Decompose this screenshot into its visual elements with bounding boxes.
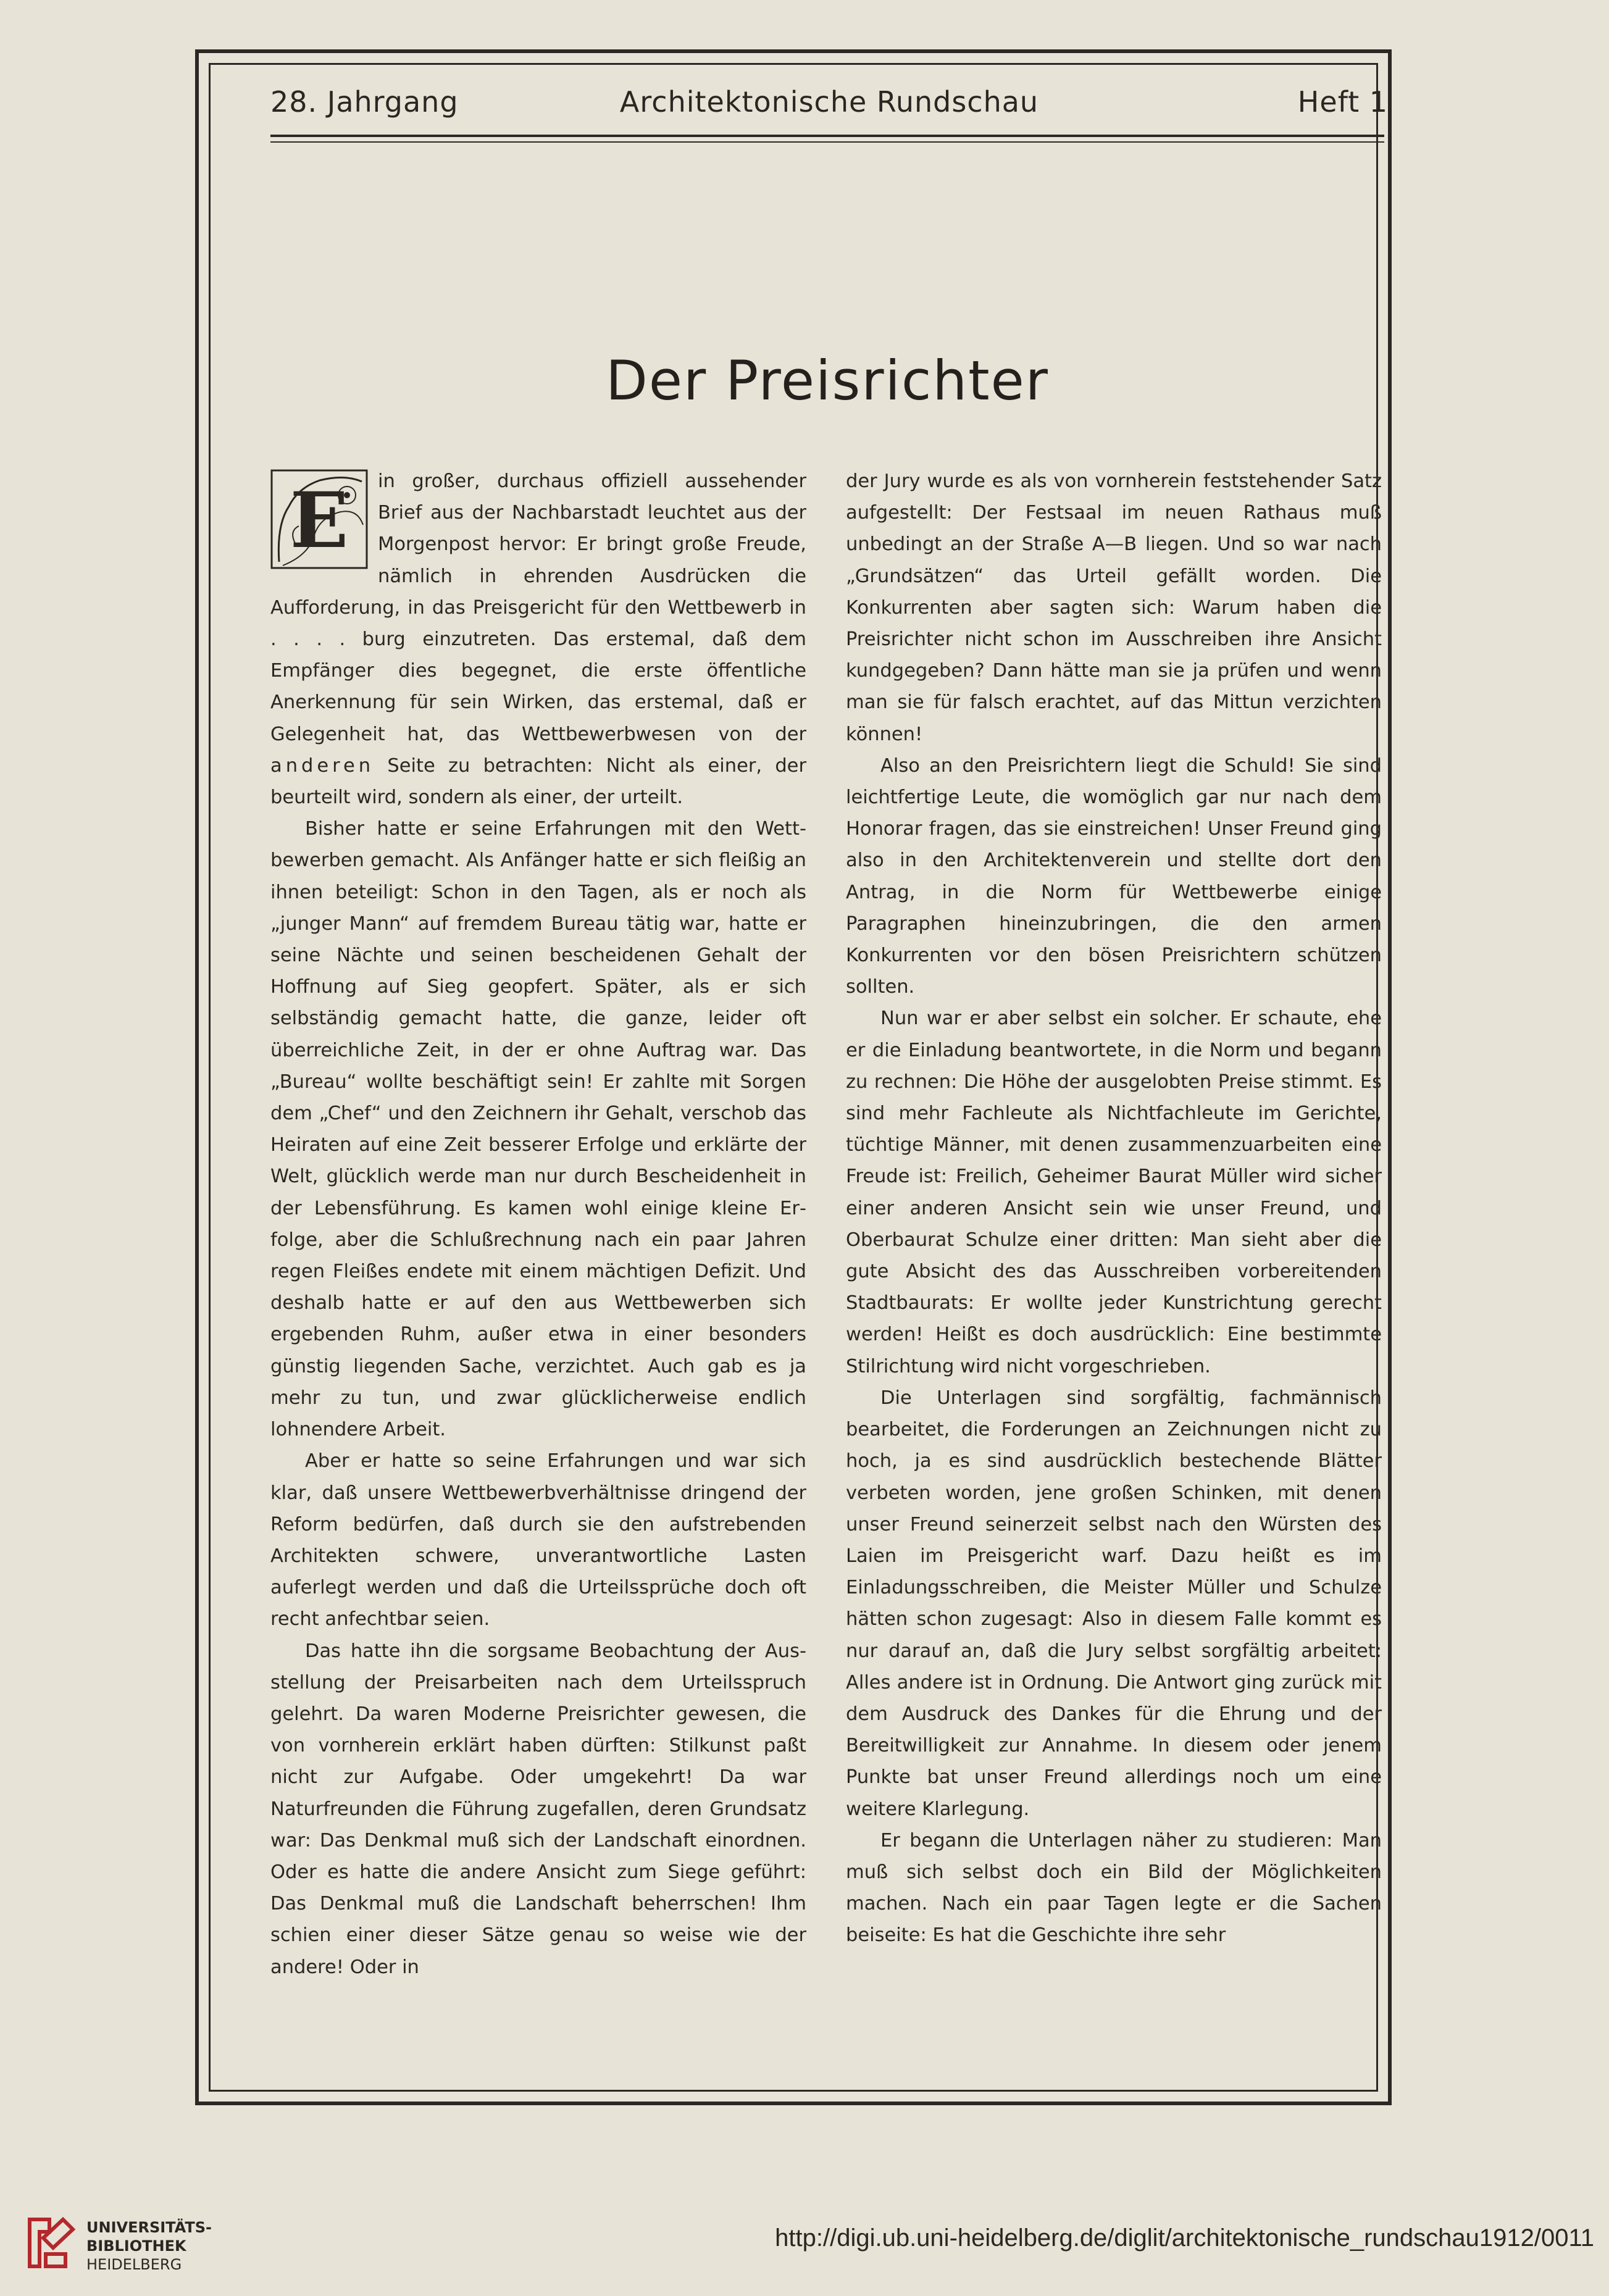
library-name-line: BIBLIOTHEK	[86, 2237, 186, 2255]
paragraph	[270, 465, 806, 813]
library-name-line: HEIDELBERG	[86, 2256, 182, 2273]
ornamental-initial-icon	[270, 469, 368, 569]
paragraph-text: Seite zu betrachten: Nicht als einer, der beurteilt wird, sondern als einer, der urteilt.	[270, 754, 806, 809]
paragraph: Das hatte ihn die sorgsame Beobachtung der Ausstellung der Preisarbeiten nach dem Urteilsspruch gelehrt. Da waren Moderne Preisrichter gewesen, die von vornherein erklärt haben dürften: Stilkunst paßt nicht zur Aufgabe. Oder umgekehrt! Da war Naturfreunden die Führung zugefallen, deren Grundsatz war: Das Denkmal muß sich der Landschaft einordnen. Oder es hatte die andere Ansicht zum Siege geführt: Das Denkmal muß die Landschaft beherrschen! Ihm schien einer dieser Sätze genau so weise wie der andere! Oder in	[270, 1640, 806, 1978]
paragraph-text: in großer, durchaus offiziell aussehender Brief aus der Nachbarstadt leuchtet aus der Morgenpost hervor: Er bringt große Freude, nämlich in ehrenden Ausdrücken die Aufforderung, in das Preisgericht für den Wettbewerb in . . . . burg einzutreten. Das erstemal, daß dem Empfänger dies begegnet, die erste öffentliche Anerkennung für sein Wirken, das erstemal, daß er Gelegenheit hat, das Wettbewerbwesen von der	[270, 470, 806, 745]
text-column-left	[270, 465, 806, 1983]
source-url[interactable]: http://digi.ub.uni-heidelberg.de/diglit/architektonische_rundschau1912/0011	[775, 2224, 1594, 2252]
paragraph: Nun war er aber selbst ein solcher. Er schaute, ehe er die Einladung beantwortete, in die Norm und begann zu rechnen: Die Höhe der ausgelobten Preise stimmt. Es sind mehr Fachleute als Nichtfachleute im Gerichte, tüchtige Männer, mit denen zusammenzuarbeiten eine Freude ist: Freilich, Geheimer Baurat Müller wird sicher einer anderen Ansicht sein wie unser Freund, und Oberbaurat Schulze einer dritten: Man sieht aber die gute Absicht des das Ausschreiben vorbereitenden Stadtbaurats: Er wollte jeder Kunstrichtung gerecht werden! Heißt es doch ausdrücklich: Eine bestimmte Stilrichtung wird nicht vorgeschrieben.	[846, 1008, 1382, 1377]
paragraph: Er begann die Unterlagen näher zu studieren: Man muß sich selbst doch ein Bild der Möglichkeiten machen. Nach ein paar Tagen legte er die Sachen beiseite: Es hat die Geschichte ihre sehr	[846, 1829, 1382, 1947]
paragraph: Die Unterlagen sind sorgfältig, fachmännisch bearbeitet, die Forderungen an Zeichnungen nicht zu hoch, ja es sind ausdrücklich bestechende Blätter verbeten worden, jene großen Schinken, mit denen unser Freund seinerzeit selbst nach den Würsten des Laien im Preisgericht warf. Dazu heißt es im Einladungsschreiben, die Meister Müller und Schulze hätten schon zugesagt: Also in diesem Falle kommt es nur darauf an, daß die Jury selbst sorgfältig arbeitet: Alles andere ist in Ordnung. Die Antwort ging zurück mit dem Ausdruck des Dankes für die Ehrung und der Bereitwilligkeit zur Annahme. In diesem oder jenem Punkte bat unser Freund allerdings noch um eine weitere Klarlegung.	[846, 1387, 1382, 1820]
header-rule-thick	[270, 135, 1384, 137]
svg-text:E: E	[290, 476, 349, 566]
spaced-emphasis: anderen	[270, 754, 375, 777]
text-column-right	[846, 465, 1382, 1952]
header-journal-title: Architektonische Rundschau	[619, 85, 1039, 119]
header-issue: Heft 1	[1297, 85, 1388, 119]
article-title: Der Preisrichter	[606, 349, 1049, 412]
library-name	[86, 2218, 212, 2274]
header-rule-thin	[270, 141, 1384, 143]
header-volume: 28. Jahrgang	[270, 85, 459, 119]
library-emblem-icon	[25, 2213, 78, 2273]
paragraph: der Jury wurde es als von vornherein feststehender Satz aufgestellt: Der Festsaal im neuen Rathaus muß unbedingt an der Straße A—B liegen. Und so war nach „Grundsätzen“ das Urteil gefällt worden. Die Konkurrenten aber sagten sich: Warum haben die Preisrichter nicht schon im Ausschreiben ihre Ansicht kundgegeben? Dann hätte man sie ja prüfen und wenn man sie für falsch erachtet, auf das Mittun verzichten können!	[846, 470, 1382, 745]
paragraph: Also an den Preisrichtern liegt die Schuld! Sie sind leichtfertige Leute, die womöglich gar nur nach dem Honorar fragen, das sie einstreichen! Unser Freund ging also in den Architektenverein und stellte dort den Antrag, in die Norm für Wettbewerbe einige Paragraphen hineinzubringen, die den armen Konkurrenten vor den bösen Preisrichtern schützen sollten.	[846, 754, 1382, 998]
paragraph: Bisher hatte er seine Erfahrungen mit den Wettbewerben gemacht. Als Anfänger hatte er sich fleißig an ihnen beteiligt: Schon in den Tagen, als er noch als „junger Mann“ auf fremdem Bureau tätig war, hatte er seine Nächte und seinen bescheidenen Gehalt der Hoffnung auf Sieg geopfert. Später, als er sich selbständig gemacht hatte, die ganze, leider oft überreichliche Zeit, in der er ohne Auftrag war. Das „Bureau“ wollte beschäftigt sein! Er zahlte mit Sorgen dem „Chef“ und den Zeichnern ihr Gehalt, verschob das Heiraten auf eine Zeit besserer Erfolge und erklärte der Welt, glücklich werde man nur durch Bescheidenheit in der Lebensführung. Es kamen wohl einige kleine Erfolge, aber die Schlußrechnung nach ein paar Jahren regen Fleißes endete mit einem mächtigen Defizit. Und deshalb hatte er auf den aus Wettbewerben sich ergebenden Ruhm, außer etwa in einer besonders günstig liegenden Sache, verzichtet. Auch gab es ja mehr zu tun, und zwar glücklicherweise endlich lohnendere Arbeit.	[270, 818, 806, 1441]
library-name-line: UNIVERSITÄTS-	[86, 2219, 212, 2236]
library-logo	[25, 2213, 284, 2281]
paragraph: Aber er hatte so seine Erfahrungen und war sich klar, daß unsere Wettbewerbverhältnisse dringend der Reform bedürfen, daß durch sie den aufstrebenden Architekten schwere, unverantwortliche Lasten auferlegt werden und daß die Urteilssprüche doch oft recht anfechtbar seien.	[270, 1450, 806, 1630]
running-header	[270, 85, 1388, 128]
